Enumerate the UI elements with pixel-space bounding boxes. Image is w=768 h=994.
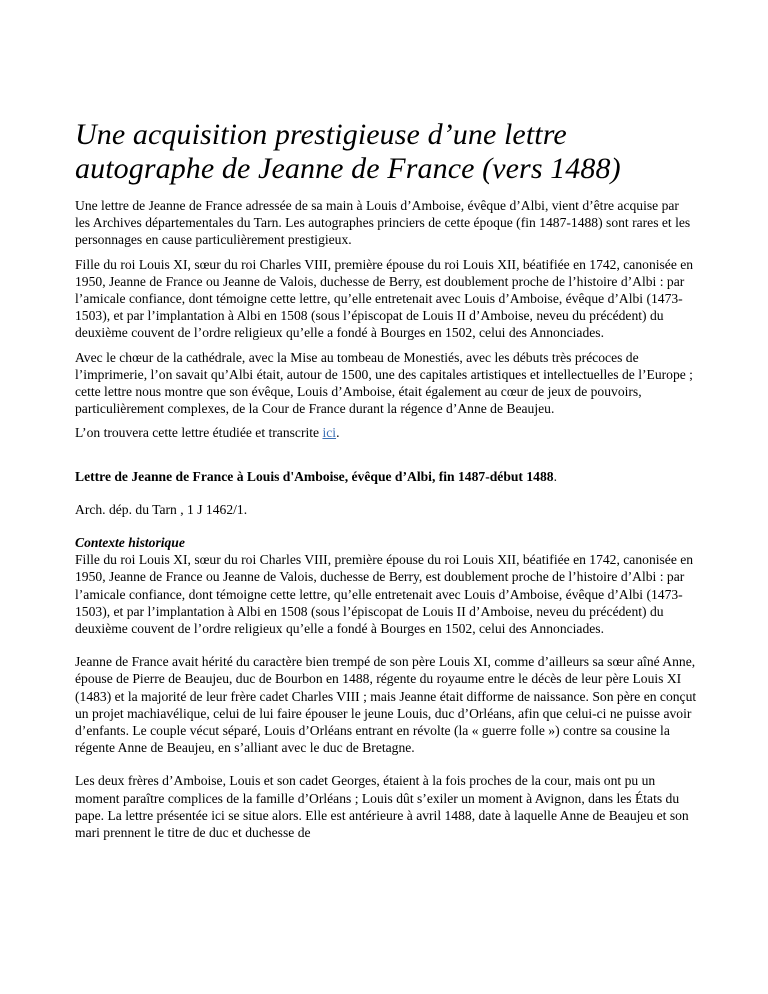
letter-heading-end: . [553,468,557,484]
intro-paragraph-3: Avec le chœur de la cathédrale, avec la Mise au tombeau de Monestiés, avec les débuts très précoces de l’imprimerie, l’on savait qu’Albi était, autour de 1500, une des capitales artistiques et intellectuelles de l’Europe ; cette lettre nous montre que son évêque, Louis d’Amboise, était également au cœur de jeux de pouvoirs, particulièrement complexes, de la Cour de France durant la régence d’Anne de Beaujeu. [75,349,693,417]
archive-reference: Arch. dép. du Tarn , 1 J 1462/1. [75,501,248,517]
intro-paragraph-2: Fille du roi Louis XI, sœur du roi Charles VIII, première épouse du roi Louis XII, béatifiée en 1742, canonisée en 1950, Jeanne de France ou Jeanne de Valois, duchesse de Berry, est doublement proche de l’histoire d’Albi : par l’amicale confiance, dont témoigne cette lettre, qu’elle entretenait avec Louis d’Amboise, évêque d’Albi (1473-1503), et par l’implantation à Albi en 1508 (sous l’épiscopat de Louis II d’Amboise, neveu du précédent) du deuxième couvent de l’ordre religieux qu’elle a fondé à Bourges en 1502, celui des Annonciades. [75,256,694,341]
context-heading: Contexte historique [75,535,185,551]
transcript-text: L’on trouvera cette lettre étudiée et transcrite [75,425,323,441]
document-page [75,118,697,848]
context-paragraph-1 [75,534,697,637]
transcript-suffix: . [336,425,340,441]
intro-paragraph-1: Une lettre de Jeanne de France adressée de sa main à Louis d’Amboise, évêque d’Albi, vient d’être acquise par les Archives départementales du Tarn. Les autographes princiers de cette époque (fin 1487-1488) sont rares et les personnages en cause particulièrement prestigieux. [75,198,691,248]
context-paragraph-2: Jeanne de France avait hérité du caractère bien trempé de son père Louis XI, comme d’ailleurs sa sœur aîné Anne, épouse de Pierre de Beaujeu, duc de Bourbon en 1488, régente du royaume entre le décès de leur père Louis XI (1483) et la majorité de leur frère cadet Charles VIII ; mais Jeanne était difforme de naissance. Son père en conçut un projet machiavélique, celui de lui faire épouser le jeune Louis, duc d’Orléans, afin que celui-ci ne puisse avoir d’enfants. Le couple vécut séparé, Louis d’Orléans entrant en révolte (la « guerre folle ») contre sa cousine la régente Anne de Beaujeu, en s’alliant avec le duc de Bretagne. [75,654,697,756]
transcript-link[interactable]: ici [322,425,337,441]
letter-heading: Lettre de Jeanne de France à Louis d'Amboise, évêque d’Albi, fin 1487-début 1488 [75,468,554,484]
transcript-paragraph [75,424,697,441]
letter-heading-paragraph [75,468,697,485]
context-paragraph-3: Les deux frères d’Amboise, Louis et son cadet Georges, étaient à la fois proches de la cour, mais ont pu un moment paraître complices de la famille d’Orléans ; Louis dût s’exiler un moment à Avignon, dans les États du pape. La lettre présentée ici se situe alors. Elle est antérieure à avril 1488, date à laquelle Anne de Beaujeu et son mari prennent le titre de duc et duchesse de [75,773,689,841]
page-title: Une acquisition prestigieuse d’une lettre autographe de Jeanne de France (vers 1488) [75,118,621,185]
context-text-1: Fille du roi Louis XI, sœur du roi Charles VIII, première épouse du roi Louis XII, béatifiée en 1742, canonisée en 1950, Jeanne de France ou Jeanne de Valois, duchesse de Berry, est doublement proche de l’histoire d’Albi : par l’amicale confiance, dont témoigne cette lettre, qu’elle entretenait avec Louis d’Amboise, évêque d’Albi (1473-1503), et par l’implantation à Albi en 1508 (sous l’épiscopat de Louis II d’Amboise, neveu du précédent) du deuxième couvent de l’ordre religieux qu’elle a fondé à Bourges en 1502, celui des Annonciades. [75,552,694,637]
